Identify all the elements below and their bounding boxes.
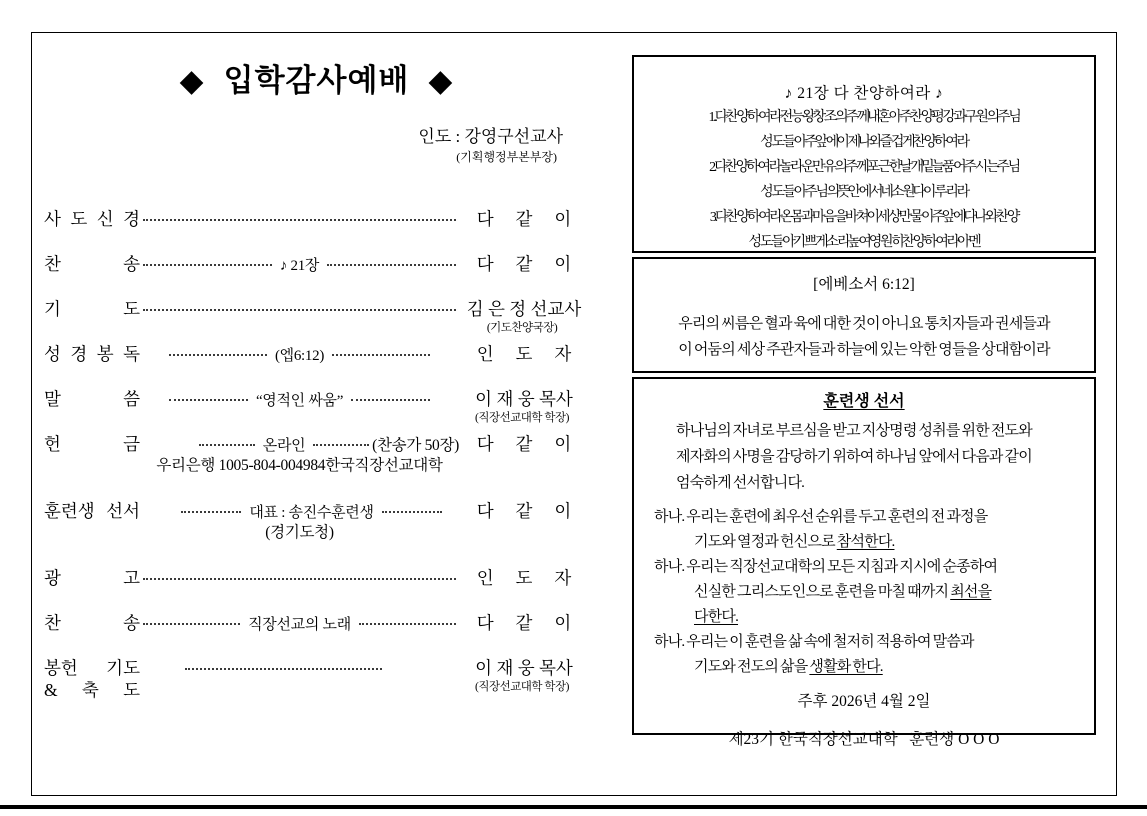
scripture-reference: [에베소서 6:12] [813, 276, 915, 293]
leader-dots [332, 354, 430, 356]
program-item-label [44, 208, 140, 230]
pledge-text: 하나. 우리는 직장선교대학의 모든 지침과 지시에 순종하여 [654, 559, 998, 575]
program-item-assignee [459, 298, 589, 334]
program-item-note: (엡6:12) [274, 347, 325, 364]
assignee-name: 이 재 웅 목사 [475, 389, 573, 409]
label-line: 말 씀 [44, 389, 140, 409]
dotted-leader-line [140, 567, 459, 589]
service-leader-name: 인도 : 강영구선교사 [418, 127, 563, 146]
leader-dots [359, 623, 456, 625]
assignee-role: (직장선교대학 학장) [475, 412, 569, 424]
dotted-leader-line [140, 343, 459, 365]
program-item-label [44, 298, 140, 320]
label-line: 훈련생 선서 [44, 501, 140, 521]
program-item-note-line2: (경기도청) [265, 524, 334, 541]
assignee-name: 다 같 이 [476, 613, 572, 633]
program-item-note-tail: (찬송가 50장) [372, 437, 459, 454]
leader-dots [327, 264, 456, 266]
dotted-leader-line [140, 298, 459, 320]
text-line: 2. 다 찬양 하여라 놀라운 만유의 주께 포근한 날개 밑 늘 품어 주시는 주님 [709, 160, 1019, 175]
label-line: & 축 도 [44, 680, 140, 700]
pledge-text: 기도와 전도의 삶을 [694, 659, 810, 675]
pledge-text-underlined: 최선을 [950, 584, 992, 600]
program-item-assignee [459, 657, 589, 693]
assignee-name: 다 같 이 [476, 501, 572, 521]
dotted-leader [140, 298, 459, 320]
label-line: 헌 금 [44, 434, 140, 454]
pledge-line [654, 505, 1080, 530]
leader-dots [143, 623, 240, 625]
program-row [44, 612, 589, 634]
program-item-label [44, 388, 140, 410]
dotted-leader [140, 567, 459, 589]
dotted-leader-line [140, 500, 459, 522]
dotted-leader-line [140, 208, 459, 230]
label-line: 성 경 봉 독 [44, 344, 140, 364]
assignee-name: 김 은 정 선교사 [466, 299, 582, 319]
leader-dots [199, 444, 255, 446]
text-line: 우리의 씨름은 혈과 육에 대한 것이 아니요 통치자들과 권세들과 [678, 316, 1050, 332]
program-item-assignee [459, 433, 589, 455]
leader-dots [382, 511, 442, 513]
program-item-label [44, 567, 140, 589]
pledge-intro [648, 418, 1080, 496]
program-item-label [44, 253, 140, 275]
pledge-line [654, 580, 1080, 605]
program-item-note: 직장선교의 노래 [248, 616, 351, 633]
pledge-line [654, 655, 1080, 680]
assignee-name: 인 도 자 [476, 568, 572, 588]
dotted-leader-line [140, 433, 459, 455]
assignee-role: (직장선교대학 학장) [475, 681, 569, 693]
program-row [44, 657, 589, 701]
program-row [44, 433, 589, 477]
right-column [632, 55, 1096, 748]
assignee-name: 다 같 이 [476, 434, 572, 454]
dotted-leader [140, 343, 459, 365]
text-line: 1.. 다 찬양 하여라 전능왕 창조의 주께 내 혼아 주 찬양 평강과 구원의 주님 [708, 110, 1020, 125]
assignee-name: 다 같 이 [476, 254, 572, 274]
program-item-assignee [459, 388, 589, 424]
leader-dots [143, 309, 456, 311]
program-row [44, 500, 589, 544]
program-item-assignee [459, 567, 589, 589]
dotted-leader-line [140, 612, 459, 634]
program-item-label [44, 433, 140, 455]
leader-dots [351, 399, 430, 401]
program-item-assignee [459, 612, 589, 634]
bottom-rule [0, 805, 1147, 809]
text-line: 제자화의 사명을 감당하기 위하여 하나님 앞에서 다음과 같이 [676, 449, 1032, 465]
leader-dots [169, 354, 267, 356]
hymn-box [632, 55, 1096, 253]
pledge-text: 기도와 열정과 헌신으로 [694, 534, 837, 550]
text-line: 3. 다 찬양 하여라 온 몸과 마음을 바쳐 이 세상 만물이 주 앞에 다 나와 찬양 [709, 210, 1019, 225]
pledge-line [654, 630, 1080, 655]
pledge-box [632, 377, 1096, 748]
scripture-text [634, 311, 1094, 363]
page-title: ◆ 입학감사예배 ◆ [179, 63, 454, 98]
leader-dots [143, 264, 272, 266]
assignee-name: 인 도 자 [476, 344, 572, 364]
dotted-leader [140, 208, 459, 230]
program-item-label [44, 500, 140, 522]
leader-dots [313, 444, 369, 446]
program-item-label [44, 657, 140, 701]
program-item-note-line2: 우리은행 1005-804-004984한국직장선교대학 [156, 457, 443, 474]
program-row [44, 343, 589, 365]
label-line: 찬 송 [44, 254, 140, 274]
leader-dots [169, 399, 248, 401]
dotted-leader [140, 253, 459, 275]
pledge-line [654, 530, 1080, 555]
text-line: 이 어둠의 세상 주관자들과 하늘에 있는 악한 영들을 상대함이라 [678, 342, 1050, 358]
program-row [44, 388, 589, 424]
assignee-name: 이 재 웅 목사 [475, 658, 573, 678]
text-line: 엄숙하게 선서합니다. [676, 475, 805, 491]
pledge-text: 하나. 우리는 훈련에 최우선 순위를 두고 훈련의 전 과정을 [654, 509, 988, 525]
pledge-text: 신실한 그리스도인으로 훈련을 마칠 때까지 [694, 584, 951, 600]
pledge-closing: 제23기 한국직장선교대학 훈련생 O O O [728, 731, 1000, 748]
pledge-text-underlined: 다한다. [694, 609, 739, 625]
pledge-date: 주후 2026년 4월 2일 [797, 693, 931, 710]
hymn-title: ♪ 21장 다 찬양하여라 ♪ [784, 85, 944, 102]
program-item-label [44, 612, 140, 634]
label-line: 광 고 [44, 568, 140, 588]
pledge-text-underlined: 생활화 한다. [809, 659, 883, 675]
dotted-leader [140, 388, 459, 410]
dotted-leader [140, 500, 459, 544]
hymn-lyrics [634, 105, 1094, 255]
program-item-note: 온라인 [262, 437, 306, 454]
bulletin-sheet [31, 32, 1117, 796]
service-leader [44, 126, 589, 168]
dotted-leader [140, 612, 459, 634]
pledge-text: 하나. 우리는 이 훈련을 삶 속에 철저히 적용하여 말씀과 [654, 634, 974, 650]
text-line: 하나님의 자녀로 부르심을 받고 지상명령 성취를 위한 전도와 [676, 423, 1032, 439]
dotted-leader [140, 657, 459, 679]
program-item-assignee [459, 500, 589, 522]
program-item-assignee [459, 253, 589, 275]
assignee-name: 다 같 이 [476, 209, 572, 229]
pledge-line [654, 555, 1080, 580]
program-row [44, 567, 589, 589]
dotted-leader-line [140, 253, 459, 275]
program-item-assignee [459, 208, 589, 230]
leader-dots [143, 578, 456, 580]
pledge-line [654, 605, 1080, 630]
pledge-title [648, 390, 1080, 413]
pledge-title-text: 훈련생 선서 [823, 393, 905, 410]
pledge-text-underlined: 참석한다. [836, 534, 895, 550]
program-row [44, 298, 589, 334]
text-line: 성도들아 주님의 뜻 안에서 네 소원 다 이루리라 [760, 185, 968, 200]
pledge-items [648, 505, 1080, 680]
program-item-assignee [459, 343, 589, 365]
label-line: 찬 송 [44, 613, 140, 633]
program-item-note: ♪ 21장 [279, 257, 320, 274]
leader-dots [143, 219, 456, 221]
leader-dots [181, 511, 241, 513]
program-item-label [44, 343, 140, 365]
text-line: 성도들아 기쁘게 소리 높여 영원히 찬양하여라 아멘 [748, 235, 980, 250]
label-line: 기 도 [44, 299, 140, 319]
text-line: 성도들아 주 앞에 이제 나와 즐겁게 찬양 하여라 [760, 135, 968, 150]
order-of-worship-column [44, 51, 589, 724]
leader-dots [185, 668, 382, 670]
service-leader-role: (기획행정부본부장) [456, 150, 557, 164]
program-item-note: 대표 : 송진수훈련생 [249, 504, 374, 521]
dotted-leader [140, 433, 459, 477]
label-line: 봉헌 기도 [44, 658, 140, 678]
scripture-box [632, 257, 1096, 373]
program-rows [44, 208, 589, 701]
program-row [44, 253, 589, 275]
program-row [44, 208, 589, 230]
label-line: 사 도 신 경 [44, 209, 140, 229]
assignee-role: (기도찬양국장) [486, 322, 558, 334]
dotted-leader-line [140, 388, 459, 410]
dotted-leader-line [140, 657, 459, 679]
program-item-note: “영적인 싸움” [255, 392, 344, 409]
